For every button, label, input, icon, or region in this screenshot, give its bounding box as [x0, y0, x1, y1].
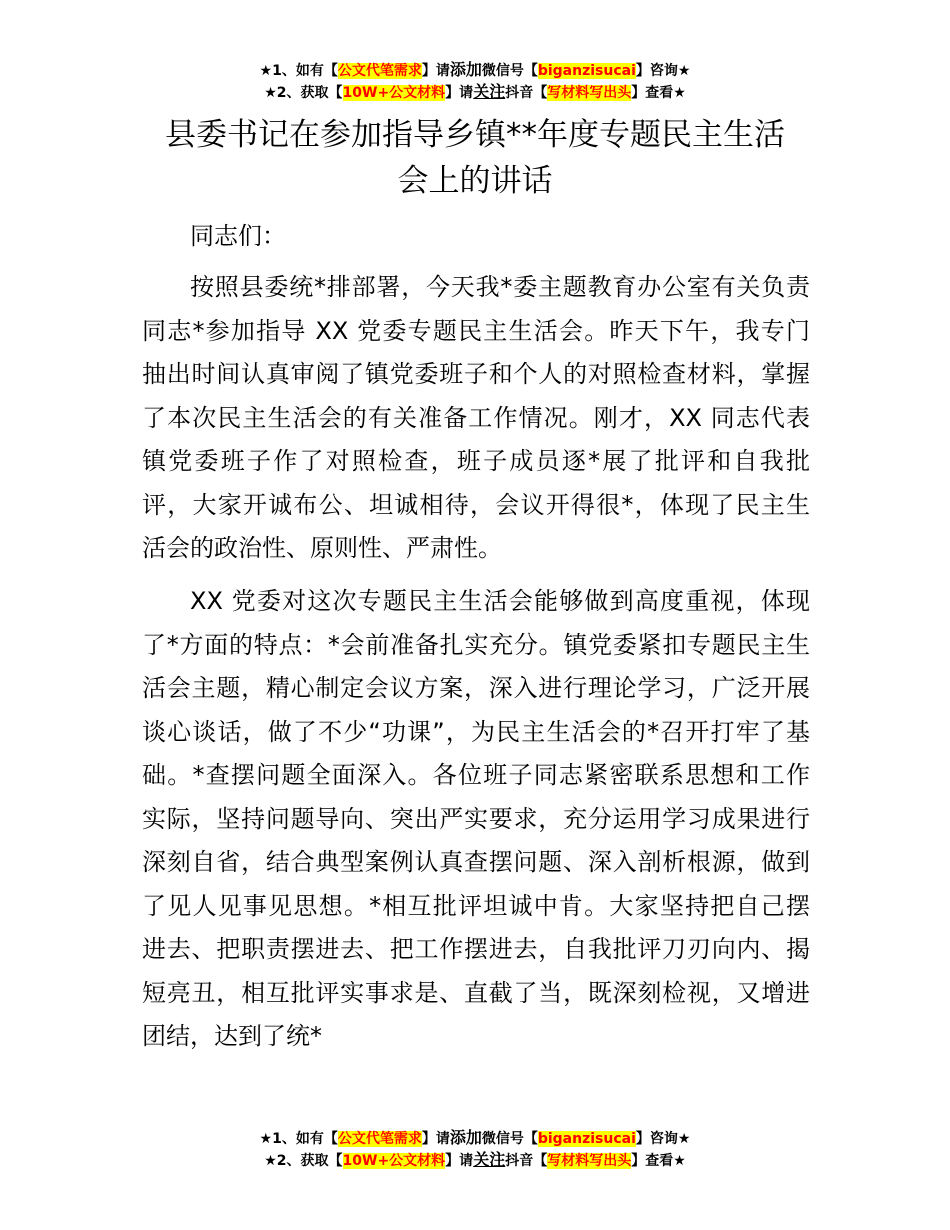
paragraph-line: 活会主题，精心制定会议方案，深入进行理论学习，广泛开展	[142, 674, 810, 702]
promo-emphasis: 添加	[449, 60, 482, 79]
promo-text: ★2、获取【	[264, 1153, 343, 1169]
promo-banner-bottom	[0, 1127, 950, 1171]
promo-highlight: 公文代笔需求	[337, 1131, 422, 1147]
paragraph-line: 按照县委统*排部署，今天我*委主题教育办公室有关负责	[190, 273, 810, 301]
promo-emphasis: 添加	[449, 1128, 482, 1147]
paragraph-line: 实际，坚持问题导向、突出严实要求，充分运用学习成果进行	[142, 804, 810, 833]
promo-banner-top	[0, 59, 950, 103]
promo-highlight: 公文代笔需求	[337, 63, 422, 79]
paragraph-line: 进去、把职责摆进去、把工作摆进去，自我批评刀刃向内、揭	[142, 935, 810, 963]
promo-text: 】咨询★	[635, 1131, 691, 1147]
promo-text: 】请	[421, 1131, 450, 1147]
promo-line-2	[0, 1149, 950, 1171]
promo-text: 微信号【	[481, 63, 538, 79]
paragraph-line: 团结，达到了统*	[142, 1022, 322, 1050]
paragraph-line: 了本次民主生活会的有关准备工作情况。刚才，XX 同志代表	[142, 403, 810, 432]
promo-text: 抖音【	[505, 1153, 548, 1169]
promo-text: ★1、如有【	[259, 1131, 338, 1147]
paragraph-line: 了见人见事见思想。*相互批评坦诚中肯。大家坚持把自己摆	[142, 891, 810, 920]
paragraph-line: 评，大家开诚布公、坦诚相待，会议开得很*，体现了民主生	[142, 490, 810, 519]
paragraph-line: 深刻自省，结合典型案例认真查摆问题、深入剖析根源，做到	[142, 848, 810, 876]
paragraph-line: 短亮丑，相互批评实事求是、直截了当，既深刻检视，又增进	[142, 978, 810, 1007]
promo-emphasis: 关注	[473, 1150, 506, 1169]
title-line: 县委书记在参加指导乡镇**年度专题民主生活	[165, 117, 785, 153]
promo-text: ★1、如有【	[259, 63, 338, 79]
title-line: 会上的讲话	[397, 163, 553, 199]
paragraph-line: 镇党委班子作了对照检查，班子成员逐*展了批评和自我批	[142, 447, 810, 475]
promo-text: 】查看★	[631, 85, 686, 101]
paragraph-line: 了*方面的特点：*会前准备扎实充分。镇党委紧扣专题民主生	[142, 630, 810, 659]
promo-highlight: 10W+公文材料	[342, 1153, 446, 1169]
body-paragraph	[142, 266, 810, 571]
promo-text: 】查看★	[631, 1153, 686, 1169]
paragraph-line: 活会的政治性、原则性、严肃性。	[142, 534, 502, 562]
document-title	[100, 112, 850, 204]
promo-highlight: 10W+公文材料	[342, 85, 446, 101]
promo-emphasis: 关注	[473, 82, 506, 101]
greeting: 同志们：	[190, 222, 286, 250]
promo-highlight: 写材料写出头	[547, 1153, 632, 1169]
promo-text: 】咨询★	[635, 63, 691, 79]
promo-highlight: biganzisucai	[537, 1131, 636, 1147]
promo-line-1	[0, 59, 950, 81]
paragraph-line: XX 党委对这次专题民主生活会能够做到高度重视，体现	[190, 587, 810, 615]
promo-highlight: biganzisucai	[537, 63, 636, 79]
promo-text: 微信号【	[481, 1131, 538, 1147]
promo-text: 】请	[421, 63, 450, 79]
paragraph-line: 同志*参加指导 XX 党委专题民主生活会。昨天下午，我专门	[142, 316, 810, 345]
promo-text: ★2、获取【	[264, 85, 343, 101]
paragraph-line: 谈心谈话，做了不少“功课”，为民主生活会的*召开打牢了基	[142, 717, 810, 746]
paragraph-line: 础。*查摆问题全面深入。各位班子同志紧密联系思想和工作	[142, 761, 810, 789]
paragraph-line: 抽出时间认真审阅了镇党委班子和个人的对照检查材料，掌握	[142, 360, 810, 388]
promo-text: 】请	[445, 85, 474, 101]
body-paragraph	[142, 580, 810, 1059]
promo-text: 】请	[445, 1153, 474, 1169]
promo-highlight: 写材料写出头	[547, 85, 632, 101]
promo-line-1	[0, 1127, 950, 1149]
promo-line-2	[0, 81, 950, 103]
promo-text: 抖音【	[505, 85, 548, 101]
